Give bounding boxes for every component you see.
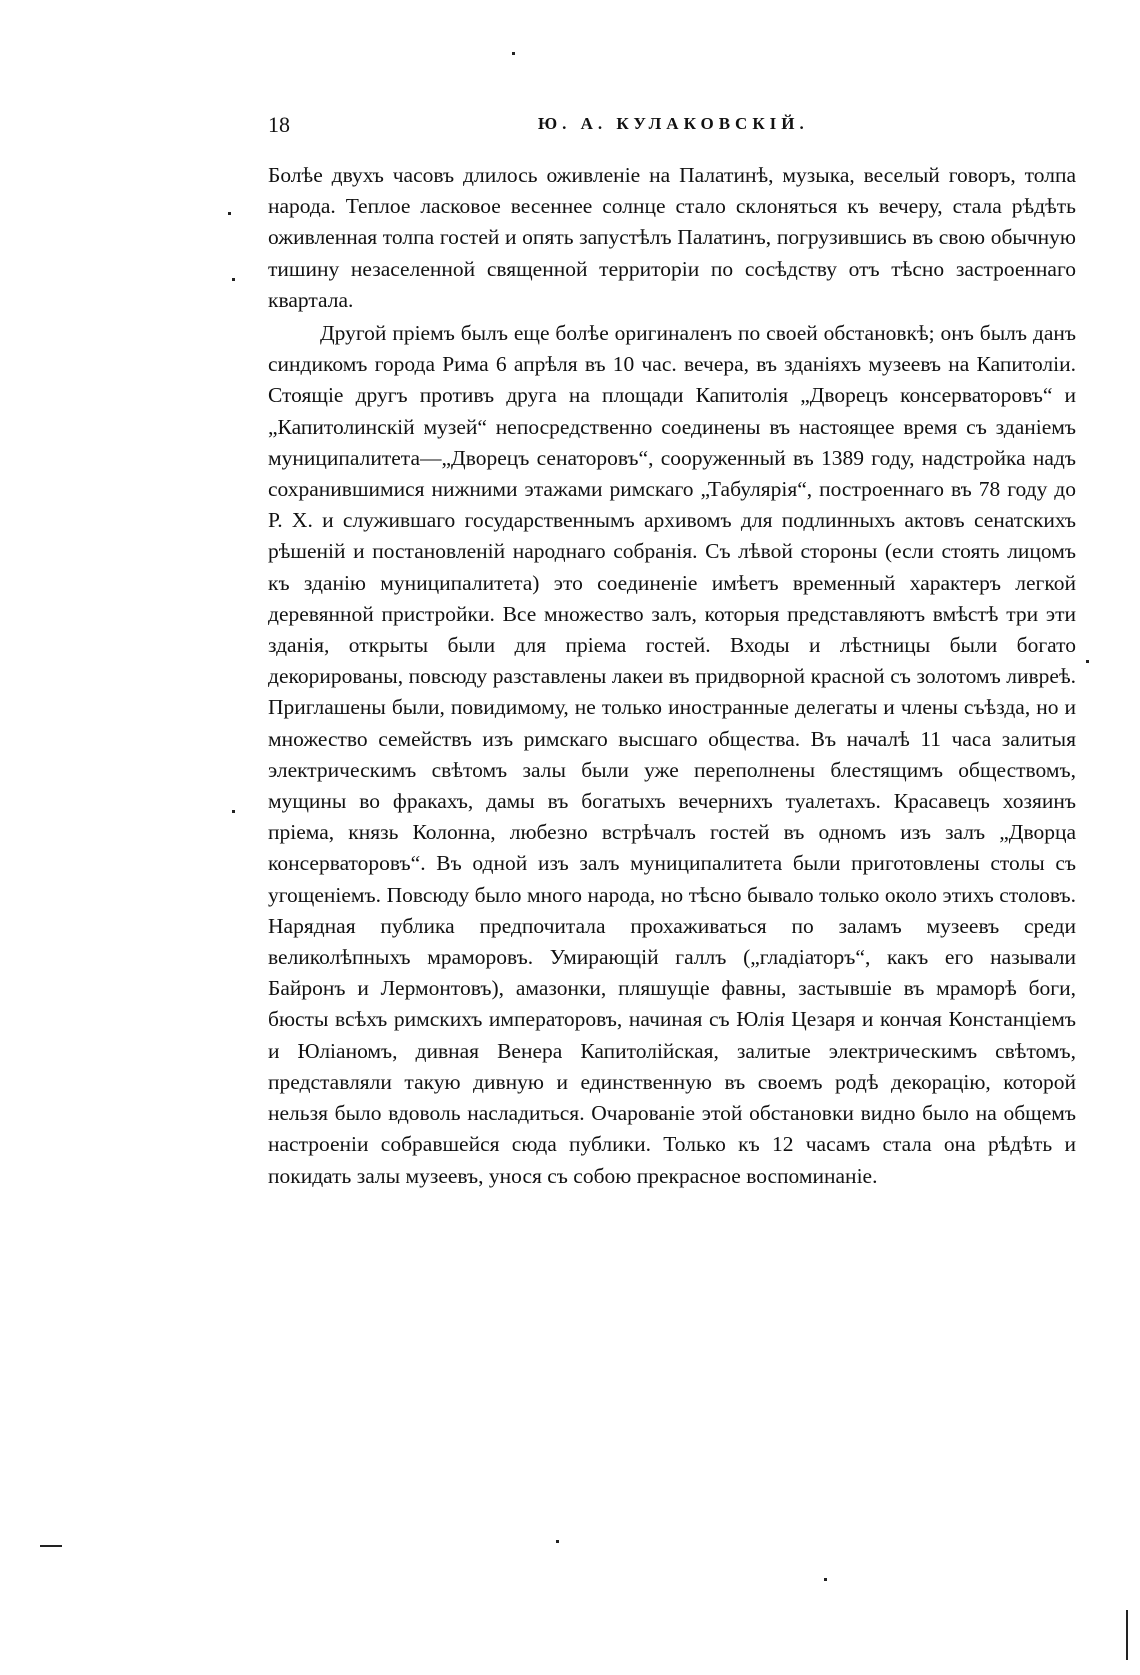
running-head: Ю. А. КУЛАКОВСКІЙ. [538,114,809,133]
scan-speck [228,212,231,215]
scan-speck [824,1578,827,1581]
page-header [268,112,1078,144]
paragraph-1: Болѣе двухъ часовъ длилось оживленіе на Палатинѣ, музыка, веселый говоръ, толпа народа. Теплое ласковое весеннее солнце стало склоняться къ вечеру, стала рѣдѣть оживленная толпа гостей и опять запустѣлъ Палатинъ, погрузившись въ свою обычную тишину незаселенной священной территоріи по сосѣдству отъ тѣсно застроеннаго квартала. [268,163,1076,312]
scan-speck [232,810,235,813]
scan-speck [40,1545,62,1547]
scan-speck [1126,1610,1128,1660]
scan-speck [556,1540,559,1543]
paragraph-2: Другой пріемъ былъ еще болѣе оригиналенъ по своей обстановкѣ; онъ былъ данъ синдикомъ города Рима 6 апрѣля въ 10 час. вечера, въ зданіяхъ музеевъ на Капитоліи. Стоящіе другъ противъ друга на площади Капитолія „Дворецъ консерваторовъ“ и „Капитолинскій музей“ непосредственно соединены въ настоящее время съ зданіемъ муниципалитета—„Дворецъ сенаторовъ“, сооруженный въ 1389 году, надстройка надъ сохранившимися нижними этажами римскаго „Табулярія“, построеннаго въ 78 году до Р. Х. и служившаго государственнымъ архивомъ для подлинныхъ актовъ сенатскихъ рѣшеній и постановленій народнаго собранія. Съ лѣвой стороны (если стоять лицомъ къ зданію муниципалитета) это соединеніе имѣетъ временный характеръ легкой деревянной пристройки. Все множество залъ, которыя представляютъ вмѣстѣ три эти зданія, открыты были для пріема гостей. Входы и лѣстницы были богато декорированы, повсюду разставлены лакеи въ придворной красной съ золотомъ ливреѣ. Приглашены были, повидимому, не только иностранные делегаты и члены съѣзда, но и множество семействъ изъ римскаго высшаго общества. Въ началѣ 11 часа залитыя электрическимъ свѣтомъ залы были уже переполнены блестящимъ обществомъ, мущины во фракахъ, дамы въ богатыхъ вечернихъ туалетахъ. Красавецъ хозяинъ пріема, князь Колонна, любезно встрѣчалъ гостей въ одномъ изъ залъ „Дворца консерваторовъ“. Въ одной изъ залъ муниципалитета были приготовлены столы съ угощеніемъ. Повсюду было много народа, но тѣсно бывало только около этихъ столовъ. Нарядная публика предпочитала прохаживаться по заламъ музеевъ среди великолѣпныхъ мраморовъ. Умирающій галлъ („гладіаторъ“, какъ его называли Байронъ и Лермонтовъ), амазонки, пляшущіе фавны, застывшіе въ мраморѣ боги, бюсты всѣхъ римскихъ императоровъ, начиная съ Юлія Цезаря и кончая Констанціемъ и Юліаномъ, дивная Венера Капитолійская, залитые электрическимъ свѣтомъ, представляли такую дивную и единственную въ своемъ родѣ декорацію, которой нельзя было вдоволь насладиться. Очарованіе этой обстановки видно было на общемъ настроеніи собравшейся сюда публики. Только къ 12 часамъ стала она рѣдѣть и покидать залы музеевъ, унося съ собою прекрасное воспоминаніе. [268,321,1076,1188]
body-text [268,160,1076,1192]
scan-speck [232,278,235,281]
scan-speck [512,52,515,55]
page-number: 18 [268,112,290,137]
scan-speck [1086,660,1089,663]
